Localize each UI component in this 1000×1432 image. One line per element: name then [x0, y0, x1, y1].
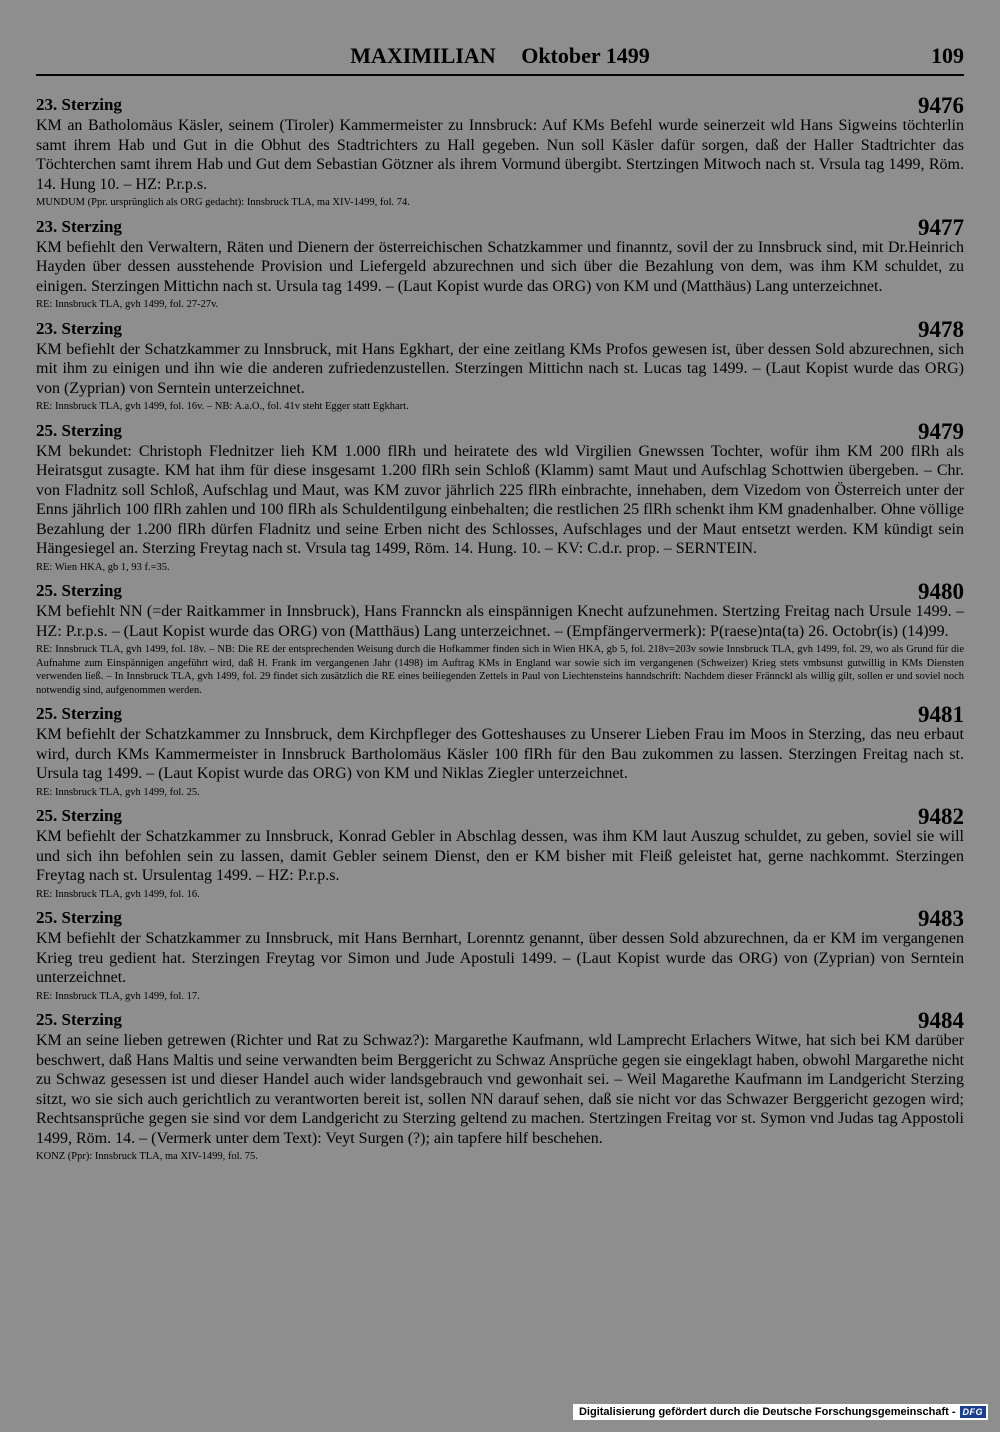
entry-head — [36, 1009, 964, 1031]
entry-9476 — [36, 94, 964, 210]
page-header — [36, 42, 964, 76]
entry-source: RE: Wien HKA, gb 1, 93 f.=35. — [36, 561, 170, 573]
entry-number: 9483 — [918, 906, 964, 931]
entry-number: 9478 — [918, 316, 964, 342]
entry-number: 9484 — [918, 1008, 964, 1033]
entry-9480 — [36, 580, 964, 697]
entry-text: KM bekundet: Christoph Flednitzer lieh KM 1.000 flRh und heiratete des wld Virgilien Gnewssen Tochter, wofür ihm KM 200 flRh als Heiratsgut zusagte. KM hat ihm für diese insgesamt 1.200 flRh sein Schloß (Klamm) samt Maut und Aufschlag Schottwien übergeben. – Chr. von Fladnitz soll Schloß, Aufschlag und Maut, was KM zuvor jährlich 225 flRh einbrachte, innehaben, dem Vizedom von Österreich unter der Enns jährlich 100 flRh zahlen und 100 flRh als Schuldentilgung einbehalten; die restlichen 25 flRh schenkt ihm KM gnadenhalber. Ohne völlige Bezahlung der 1.200 flRh dürfen Fladnitz und seine Erben nicht des Schlosses, Aufschlages und der Maut entsetzt werden. KM kündigt sein Hängesiegel an. Sterzing Freytag nach st. Vrsula tag 1499, Röm. 14. Hung. 10. – KV: C.d.r. prop. – SERNTEIN. — [36, 442, 964, 557]
entry-head — [36, 907, 964, 929]
entry-source: RE: Innsbruck TLA, gvh 1499, fol. 16v. – NB: A.a.O., fol. 41v steht Egger statt Egkhart. — [36, 401, 409, 412]
entry-date-place: 25. Sterzing — [36, 1010, 122, 1029]
entry-9482 — [36, 805, 964, 901]
entry-text: KM befiehlt der Schatzkammer zu Innsbruck, Konrad Gebler in Abschlag dessen, was ihm KM laut Auszug schuldet, zu geben, soviel sie will und sich ihn befohlen sein zu lassen, damit Gebler seinem Dienst, den er KM bisher mit Fleiß geleistet hat, gerne nachkommt. Sterzingen Freytag nach st. Ursulentag 1499. – HZ: P.r.p.s. — [36, 828, 964, 884]
entry-number: 9477 — [918, 214, 964, 240]
entry-source: RE: Innsbruck TLA, gvh 1499, fol. 27-27v. — [36, 299, 219, 310]
entry-head — [36, 318, 964, 340]
entry-number: 9479 — [918, 418, 964, 444]
funding-notice: Digitalisierung gefördert durch die Deutsche Forschungsgemeinschaft - — [578, 1406, 956, 1418]
entry-9479 — [36, 420, 964, 575]
entry-source: RE: Innsbruck TLA, gvh 1499, fol. 16. — [36, 888, 200, 900]
entry-source: KONZ (Ppr): Innsbruck TLA, ma XIV-1499, fol. 75. — [36, 1151, 258, 1162]
entry-text: KM befiehlt den Verwaltern, Räten und Dienern der österreichischen Schatzkammer und finanntz, sovil der zu Innsbruck sind, mit Dr.Heinrich Hayden über dessen ausstehende Provision und Liefergeld abzurechnen und sich über die Bezahlung von dem, was ihm KM schuldet, zu einigen. Sterzingen Mittichn nach st. Ursula tag 1499. – (Laut Kopist wurde das ORG) von KM und (Matthäus) Lang unterzeichnet. — [36, 238, 964, 295]
entry-head — [36, 580, 964, 602]
entry-head — [36, 805, 964, 827]
entry-number: 9481 — [918, 702, 964, 727]
entry-text: KM an seine lieben getrewen (Richter und Rat zu Schwaz?): Margarethe Kaufmann, wld Lamprecht Erlachers Witwe, hat sich bei KM darüber beschwert, daß Hans Maltis und seine verwandten beim Berggericht zu Schwaz Ansprüche gegen sie eingeklagt haben, obwohl Margarethe nicht zu Schwaz gesessen ist und dieser Handel auch wider landsgebrauch vnd gewonhait sei. – Weil Magarethe Kaufmann im Landgericht Sterzing sitzt, wo sie sich auch gerichtlich zu verantworten bereit ist, sollen NN darauf sehen, daß sie nicht vor das Schwazer Berggericht gezogen wird; Rechtsansprüche gegen sie sind vor dem Landgericht zu Sterzing geltend zu machen. Stertzingen Freitag vor st. Symon vnd Judas tag Appostoli 1499, Röm. 14. – (Vermerk unter dem Text): Veyt Surgen (?); ain tapfere hilf beschehen. — [36, 1032, 965, 1147]
running-title-name: MAXIMILIAN — [350, 43, 496, 68]
entry-date-place: 23. Sterzing — [36, 318, 122, 338]
entry-9484 — [36, 1009, 964, 1164]
entry-text: KM an Batholomäus Käsler, seinem (Tiroler) Kammermeister zu Innsbruck: Auf KMs Befehl wurde seinerzeit wld Hans Sigweins töchterlin samt ihrem Hab und Gut in die Obhut des Stadtrichters zu Hall gegeben. Nun soll Käsler dafür sorgen, daß der Haller Stadtrichter das Töchterchen samt ihrem Hab und Gut dem Sebastian Götzner als ihrem Vormund übergibt. Stertzingen Mitwoch nach st. Vrsula tag 1499, Röm. 14. Hung 10. – HZ: P.r.p.s. — [36, 117, 964, 193]
entry-date-place: 25. Sterzing — [36, 581, 122, 600]
entry-number: 9480 — [918, 579, 964, 604]
entry-text: KM befiehlt der Schatzkammer zu Innsbruck, mit Hans Bernhart, Lorenntz genannt, über dessen Sold abzurechnen, da er KM im vergangenen Krieg treu gedient hat. Sterzingen Freytag vor Simon und Jude Apostuli 1499. – (Laut Kopist wurde das ORG) von (Zyprian) von Serntein unterzeichnet. — [36, 930, 964, 986]
entry-9481 — [36, 703, 964, 799]
entry-head — [36, 216, 964, 238]
funding-footer — [573, 1404, 988, 1420]
entry-source: MUNDUM (Ppr. ursprünglich als ORG gedacht): Innsbruck TLA, ma XIV-1499, fol. 74. — [36, 197, 410, 208]
entry-head — [36, 420, 964, 442]
entry-number: 9476 — [918, 93, 964, 118]
entry-date-place: 25. Sterzing — [36, 908, 122, 927]
dfg-logo: DFG — [960, 1406, 987, 1418]
entry-head — [36, 94, 964, 116]
entry-date-place: 25. Sterzing — [36, 704, 122, 723]
entries-list — [36, 94, 964, 1170]
entry-text: KM befiehlt der Schatzkammer zu Innsbruck, dem Kirchpfleger des Gotteshauses zu Unserer Lieben Frau im Moos in Sterzing, das neu erbaut wird, durch KMs Kammermeister in Innsbruck Bartholomäus Käsler 100 flRh für den Bau zukommen zu lassen. Sterzingen Freitag nach st. Ursula tag 1499. – (Laut Kopist wurde das ORG) von KM und Niklas Ziegler unterzeichnet. — [36, 726, 964, 782]
entry-source: RE: Innsbruck TLA, gvh 1499, fol. 17. — [36, 990, 200, 1002]
entry-date-place: 23. Sterzing — [36, 216, 122, 236]
entry-date-place: 23. Sterzing — [36, 95, 122, 114]
entry-source: RE: Innsbruck TLA, gvh 1499, fol. 25. — [36, 786, 200, 798]
running-title-date: Oktober 1499 — [521, 43, 650, 68]
entry-9478 — [36, 318, 964, 414]
running-title — [36, 42, 964, 70]
entry-text: KM befiehlt NN (=der Raitkammer in Innsbruck), Hans Frannckn als einspännigen Knecht aufzunehmen. Stertzing Freitag nach Ursule 1499. – HZ: P.r.p.s. – (Laut Kopist wurde das ORG) von (Matthäus) Lang unterzeichnet. – (Empfängervermerk): P(raese)nta(ta) 26. Octobr(is) (14)99. — [36, 603, 964, 640]
entry-head — [36, 703, 964, 725]
entry-number: 9482 — [918, 804, 964, 829]
entry-date-place: 25. Sterzing — [36, 420, 122, 440]
entry-9483 — [36, 907, 964, 1003]
entry-date-place: 25. Sterzing — [36, 806, 122, 825]
page-number: 109 — [931, 43, 964, 68]
entry-text: KM befiehlt der Schatzkammer zu Innsbruck, mit Hans Egkhart, der eine zeitlang KMs Profos gewesen ist, über dessen Sold abzurechnen, sich mit ihm zu einigen und ihn wie die anderen zufriedenzustellen. Sterzingen Mittichn nach st. Lucas tag 1499. – (Laut Kopist wurde das ORG) von (Zyprian) von Serntein unterzeichnet. — [36, 340, 964, 397]
entry-9477 — [36, 216, 964, 312]
entry-source-note: RE: Innsbruck TLA, gvh 1499, fol. 18v. – NB: Die RE der entsprechenden Weisung durch die Hofkammer finden sich in Wien HKA, gb 5, fol. 218v=203v sowie Innsbruck TLA, gvh 1499, fol. 29, wo als Grund für die Aufnahme zum Einspännigen angeführt wird, daß H. Frank im vergangenen Jahr (1498) im Auftrag KMs in England war sowie sich im vergangenen (Schweizer) Krieg stets vmbsunst gutwillig in KMs Diensten verwenden ließ. – In Innsbruck TLA, gvh 1499, fol. 29 findet sich zusätzlich die RE eines beiliegenden Zettels in Paul von Liechtensteins hanndschrift: Nachdem dieser Frännckl als willig gilt, sollen er und soviel noch notwendig sind, aufgenommen werden. — [36, 644, 964, 696]
